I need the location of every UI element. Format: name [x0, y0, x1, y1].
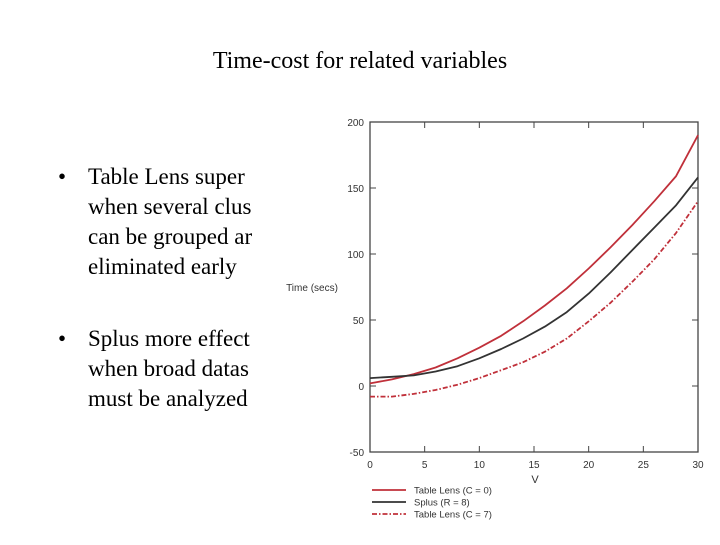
bullet-line: when broad datas [88, 356, 249, 381]
bullet-marker: • [58, 326, 67, 351]
series-line [370, 201, 698, 396]
legend-label: Table Lens (C = 7) [414, 509, 492, 521]
plot-frame [370, 122, 698, 452]
y-tick-label: -50 [349, 448, 364, 459]
bullet-splus [58, 324, 298, 414]
slide-title: Time-cost for related variables [212, 48, 508, 74]
x-axis-label: V [531, 474, 539, 486]
bullet-line: Splus more effect [88, 326, 250, 351]
x-tick-label: 15 [528, 460, 540, 471]
y-tick-label: 50 [352, 316, 364, 327]
time-cost-chart [284, 110, 720, 540]
legend-label: Table Lens (C = 0) [414, 485, 492, 497]
series-line [370, 135, 698, 383]
chart-panel [284, 110, 720, 540]
y-tick-label: 0 [358, 382, 364, 393]
x-tick-label: 5 [421, 460, 428, 471]
bullet-marker: • [58, 164, 67, 189]
bullet-table-lens [58, 162, 298, 282]
bullet-line: can be grouped ar [88, 224, 253, 249]
x-tick-label: 25 [637, 460, 649, 471]
bullet-line: Table Lens super [88, 164, 245, 189]
y-axis-label: Time (secs) [286, 283, 338, 294]
bullet-line: must be analyzed [88, 386, 248, 411]
bullet-line: when several clus [88, 194, 252, 219]
y-tick-label: 200 [347, 118, 364, 129]
y-tick-label: 100 [347, 250, 364, 261]
y-tick-label: 150 [347, 184, 364, 195]
x-tick-label: 10 [473, 460, 485, 471]
x-tick-label: 30 [692, 460, 704, 471]
bullet-line: eliminated early [88, 254, 237, 279]
x-tick-label: 0 [367, 460, 373, 471]
bullet-list [58, 162, 298, 414]
x-tick-label: 20 [583, 460, 595, 471]
legend-label: Splus (R = 8) [414, 497, 470, 509]
